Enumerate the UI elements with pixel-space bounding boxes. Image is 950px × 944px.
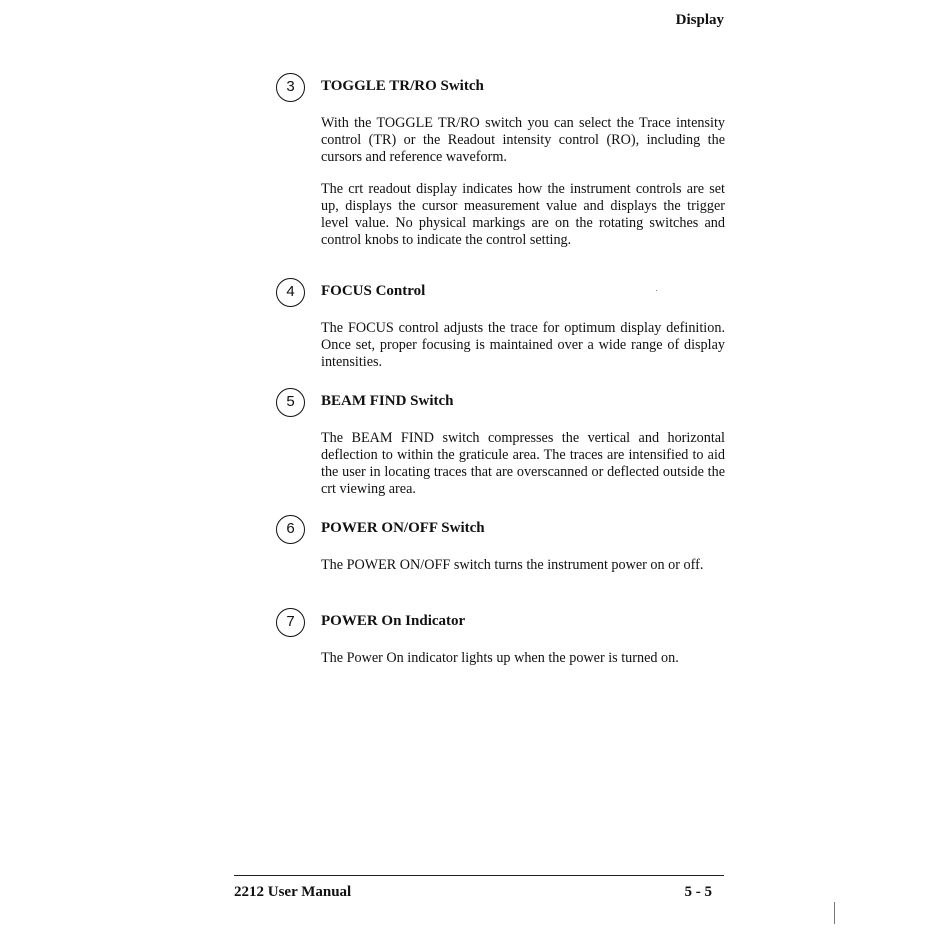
item-number-badge: 6 — [276, 515, 305, 544]
paragraph: The FOCUS control adjusts the trace for optimum display definition. Once set, proper focusing is maintained over a wide range of display intensities. — [321, 320, 725, 370]
paragraph: With the TOGGLE TR/RO switch you can select the Trace intensity control (TR) or the Readout intensity control (RO), including the cursors and reference waveform. — [321, 115, 725, 165]
item-toggle-tr-ro — [276, 73, 726, 264]
footer-manual-title: 2212 User Manual — [234, 884, 352, 900]
paragraph: The crt readout display indicates how the instrument controls are set up, displays the cursor measurement value and displays the trigger level value. No physical markings are on the rotating switches and control knobs to indicate the control setting. — [321, 181, 725, 248]
item-power-on-indicator — [276, 608, 726, 682]
item-body — [321, 430, 725, 498]
item-body — [321, 650, 725, 667]
item-title: POWER ON/OFF Switch — [321, 520, 485, 536]
item-heading — [276, 73, 726, 105]
item-title: FOCUS Control — [321, 283, 426, 299]
item-power-on-off-switch — [276, 515, 726, 589]
item-beam-find-switch — [276, 388, 726, 513]
item-title: BEAM FIND Switch — [321, 393, 454, 409]
scan-speck — [656, 290, 657, 291]
item-heading — [276, 515, 726, 547]
item-heading — [276, 278, 726, 310]
item-title: TOGGLE TR/RO Switch — [321, 78, 484, 94]
scan-edge-mark — [834, 902, 835, 924]
item-number-badge: 5 — [276, 388, 305, 417]
paragraph: The Power On indicator lights up when the power is turned on. — [321, 650, 679, 666]
item-heading — [276, 388, 726, 420]
item-number-badge: 4 — [276, 278, 305, 307]
running-header-section: Display — [675, 12, 724, 28]
item-focus-control — [276, 278, 726, 386]
item-body — [321, 320, 725, 371]
paragraph: The POWER ON/OFF switch turns the instrument power on or off. — [321, 557, 704, 573]
item-body — [321, 115, 725, 249]
paragraph: The BEAM FIND switch compresses the vertical and horizontal deflection to within the graticule area. The traces are intensified to aid the user in locating traces that are overscanned or deflected outside the crt viewing area. — [321, 430, 725, 497]
item-body — [321, 557, 725, 574]
item-number-badge: 7 — [276, 608, 305, 637]
footer-divider — [234, 875, 724, 876]
item-number-badge: 3 — [276, 73, 305, 102]
footer-page-number: 5 - 5 — [684, 884, 712, 900]
item-title: POWER On Indicator — [321, 613, 466, 629]
item-heading — [276, 608, 726, 640]
